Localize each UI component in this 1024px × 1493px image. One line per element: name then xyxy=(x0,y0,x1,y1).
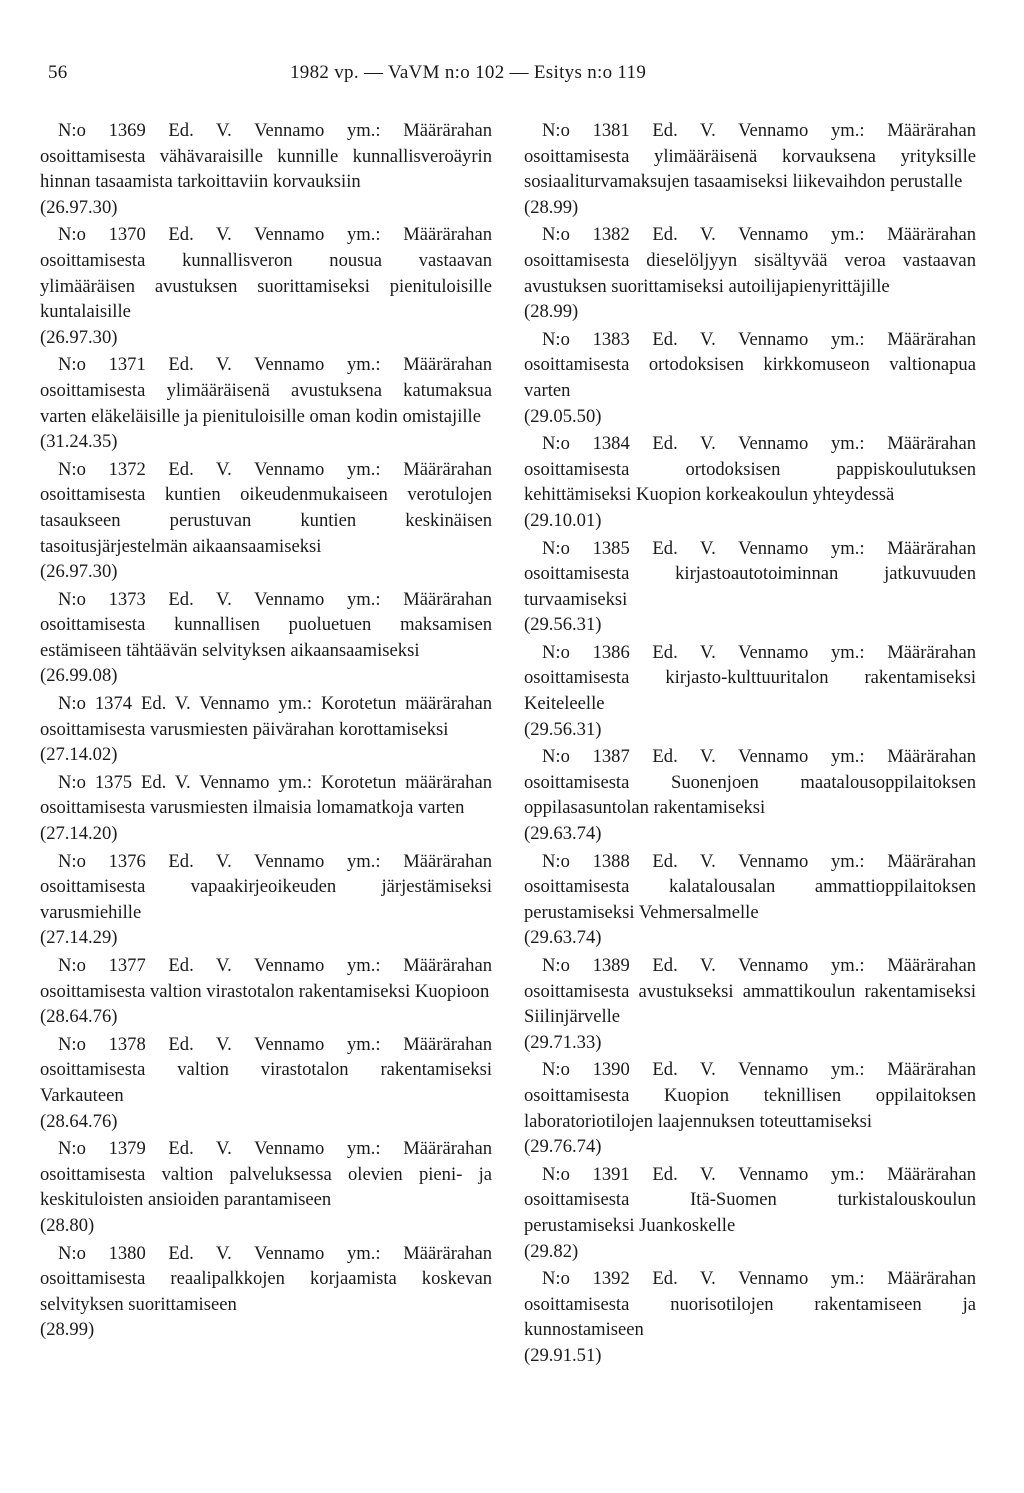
motion-entry xyxy=(524,536,976,638)
budget-reference: (31.24.35) xyxy=(40,431,118,453)
motion-entry xyxy=(524,222,976,324)
motion-text: N:o 1385 Ed. V. Vennamo ym.: Määrärahan osoittamisesta kirjastoautotoiminnan jatkuvuuden turvaamiseksi xyxy=(524,537,976,610)
motion-text: N:o 1390 Ed. V. Vennamo ym.: Määrärahan osoittamisesta Kuopion teknillisen oppilaitoksen laboratoriotilojen laajennuksen toteuttamiseksi xyxy=(524,1059,976,1132)
budget-reference: (29.56.31) xyxy=(524,718,602,740)
motion-entry xyxy=(40,849,492,951)
motion-text: N:o 1377 Ed. V. Vennamo ym.: Määrärahan osoittamisesta valtion virastotalon rakentamiseksi Kuopioon xyxy=(40,955,492,1002)
motion-text: N:o 1378 Ed. V. Vennamo ym.: Määrärahan osoittamisesta valtion virastotalon rakentamiseksi Varkauteen xyxy=(40,1033,492,1106)
budget-reference: (29.56.31) xyxy=(524,614,602,636)
motion-text: N:o 1370 Ed. V. Vennamo ym.: Määrärahan osoittamisesta kunnallisveron nousua vastaavan ylimääräisen avustuksen suorittamiseksi pienituloisille kuntalaisille xyxy=(40,224,492,323)
motion-text: N:o 1375 Ed. V. Vennamo ym.: Korotetun määrärahan osoittamisesta varusmiesten ilmaisia lomamatkoja varten xyxy=(40,771,492,819)
motion-text: N:o 1381 Ed. V. Vennamo ym.: Määrärahan osoittamisesta ylimääräisenä korvauksena yrityksille sosiaaliturvamaksujen tasaamiseksi liikevaihdon perustalle xyxy=(524,120,976,193)
left-column xyxy=(40,118,492,1345)
motion-entry xyxy=(40,222,492,350)
motion-text: N:o 1392 Ed. V. Vennamo ym.: Määrärahan osoittamisesta nuorisotilojen rakentamiseen ja kunnostamiseen xyxy=(524,1268,976,1341)
budget-reference: (26.97.30) xyxy=(40,561,118,583)
motion-text: N:o 1372 Ed. V. Vennamo ym.: Määrärahan osoittamisesta kuntien oikeudenmukaiseen verotulojen tasaukseen perustuvan kuntien keskinäisen tasoitusjärjestelmän aikaansaamiseksi xyxy=(40,458,492,557)
motion-entry xyxy=(40,1241,492,1343)
motion-entry xyxy=(40,953,492,1030)
motion-text: N:o 1373 Ed. V. Vennamo ym.: Määrärahan osoittamisesta kunnallisen puoluetuen maksamisen estämiseen tähtäävän selvityksen aikaansaamiseksi xyxy=(40,588,492,661)
motion-text: N:o 1369 Ed. V. Vennamo ym.: Määrärahan osoittamisesta vähävaraisille kunnille kunnallisveroäyrin hinnan tasaamista tarkoittaviin korvauksiin xyxy=(40,120,492,193)
motion-text: N:o 1376 Ed. V. Vennamo ym.: Määrärahan osoittamisesta vapaakirjeoikeuden järjestämiseksi varusmiehille xyxy=(40,850,492,923)
budget-reference: (27.14.29) xyxy=(40,927,118,949)
motion-entry xyxy=(524,327,976,429)
budget-reference: (29.71.33) xyxy=(524,1031,602,1053)
motion-entry xyxy=(524,1057,976,1159)
budget-reference: (29.10.01) xyxy=(524,509,602,531)
motion-text: N:o 1384 Ed. V. Vennamo ym.: Määrärahan osoittamisesta ortodoksisen pappiskoulutuksen kehittämiseksi Kuopion korkeakoulun yhteydessä xyxy=(524,433,976,506)
motion-entry xyxy=(40,1032,492,1134)
motion-text: N:o 1383 Ed. V. Vennamo ym.: Määrärahan osoittamisesta ortodoksisen kirkkomuseon valtionapua varten xyxy=(524,328,976,401)
motion-text: N:o 1387 Ed. V. Vennamo ym.: Määrärahan osoittamisesta Suonenjoen maatalousoppilaitoksen oppilasasuntolan rakentamiseksi xyxy=(524,746,976,819)
budget-reference: (29.05.50) xyxy=(524,405,602,427)
motion-text: N:o 1388 Ed. V. Vennamo ym.: Määrärahan osoittamisesta kalatalousalan ammattioppilaitoksen perustamiseksi Vehmersalmelle xyxy=(524,850,976,923)
budget-reference: (29.76.74) xyxy=(524,1136,602,1158)
budget-reference: (26.99.08) xyxy=(40,665,118,687)
motion-entry xyxy=(40,352,492,454)
budget-reference: (29.91.51) xyxy=(524,1344,602,1366)
budget-reference: (28.64.76) xyxy=(40,1110,118,1132)
budget-reference: (28.99) xyxy=(524,196,579,218)
motion-entry xyxy=(40,457,492,585)
motion-entry xyxy=(40,118,492,220)
motion-text: N:o 1389 Ed. V. Vennamo ym.: Määrärahan osoittamisesta avustukseksi ammattikoulun rakentamiseksi Siilinjärvelle xyxy=(524,955,976,1028)
motion-text: N:o 1374 Ed. V. Vennamo ym.: Korotetun määrärahan osoittamisesta varusmiesten päivärahan korottamiseksi xyxy=(40,693,492,740)
motion-entry xyxy=(40,587,492,689)
motion-entry xyxy=(524,118,976,220)
budget-reference: (27.14.20) xyxy=(40,823,118,845)
budget-reference: (26.97.30) xyxy=(40,196,118,218)
motion-entry xyxy=(40,770,492,847)
motion-entry xyxy=(524,953,976,1055)
budget-reference: (29.82) xyxy=(524,1240,579,1262)
motion-text: N:o 1391 Ed. V. Vennamo ym.: Määrärahan osoittamisesta Itä-Suomen turkistalouskoulun perustamiseksi Juankoskelle xyxy=(524,1163,976,1236)
page-number: 56 xyxy=(48,62,68,83)
budget-reference: (28.64.76) xyxy=(40,1006,118,1028)
budget-reference: (28.80) xyxy=(40,1214,95,1236)
motion-entry xyxy=(524,744,976,846)
motion-entry xyxy=(40,1136,492,1238)
motion-text: N:o 1382 Ed. V. Vennamo ym.: Määrärahan osoittamisesta dieselöljyyn sisältyvää veroa vastaavan avustuksen suorittamiseksi autoilijapienyrittäjille xyxy=(524,224,976,297)
budget-reference: (28.99) xyxy=(40,1319,95,1341)
motion-entry xyxy=(524,1266,976,1368)
motion-entry xyxy=(524,849,976,951)
motion-entry xyxy=(524,640,976,742)
budget-reference: (26.97.30) xyxy=(40,326,118,348)
motion-entry xyxy=(40,691,492,768)
motion-text: N:o 1386 Ed. V. Vennamo ym.: Määrärahan osoittamisesta kirjasto-kulttuuritalon rakentamiseksi Keiteleelle xyxy=(524,641,976,715)
motion-entry xyxy=(524,1162,976,1264)
budget-reference: (27.14.02) xyxy=(40,744,118,766)
page-header xyxy=(48,62,988,92)
budget-reference: (29.63.74) xyxy=(524,823,602,845)
motion-entry xyxy=(524,431,976,533)
motion-text: N:o 1379 Ed. V. Vennamo ym.: Määrärahan osoittamisesta valtion palveluksessa olevien pieni- ja keskituloisten ansioiden parantamiseen xyxy=(40,1138,492,1211)
running-title: 1982 vp. — VaVM n:o 102 — Esitys n:o 119 xyxy=(290,62,647,83)
right-column xyxy=(524,118,976,1371)
motion-text: N:o 1371 Ed. V. Vennamo ym.: Määrärahan osoittamisesta ylimääräisenä avustuksena katumaksua varten eläkeläisille ja pienituloisille oman kodin omistajille xyxy=(40,354,492,427)
motion-text: N:o 1380 Ed. V. Vennamo ym.: Määrärahan osoittamisesta reaalipalkkojen korjaamista koskevan selvityksen suorittamiseen xyxy=(40,1242,492,1315)
budget-reference: (28.99) xyxy=(524,301,579,323)
budget-reference: (29.63.74) xyxy=(524,927,602,949)
